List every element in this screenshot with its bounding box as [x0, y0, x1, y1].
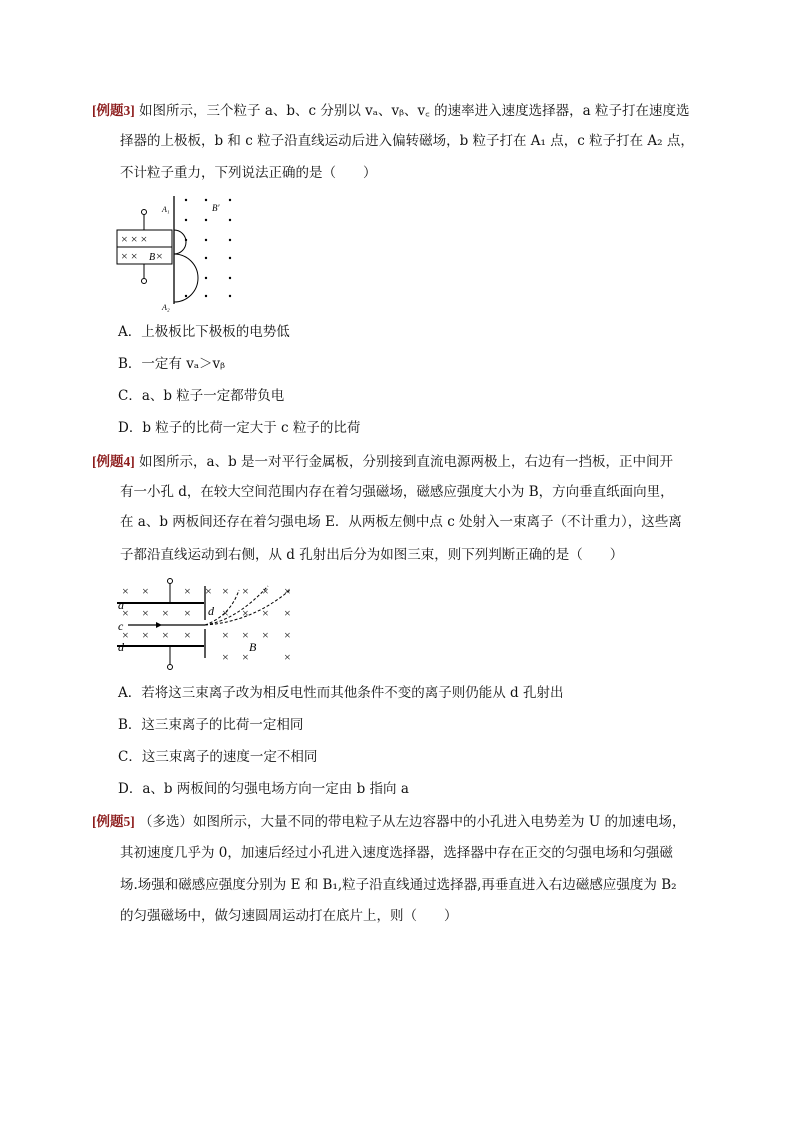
svg-text:×: × — [262, 584, 269, 598]
q4-stem-line2: 有一小孔 d，在较大空间范围内存在着匀强磁场，磁感应强度大小为 B，方向垂直纸面向里， — [120, 484, 674, 500]
svg-text:×: × — [122, 628, 129, 642]
q4-label-a: a — [118, 598, 124, 612]
svg-text:×: × — [184, 606, 191, 620]
svg-text:×: × — [222, 628, 229, 642]
svg-text:× ×: × × — [121, 249, 138, 263]
svg-text:×: × — [262, 628, 269, 642]
q3-stem-line1 — [92, 101, 689, 121]
q4-tag: [例题4] — [92, 454, 135, 469]
svg-text:×: × — [162, 606, 169, 620]
svg-text:×: × — [122, 606, 129, 620]
q4-stem-line1 — [92, 452, 673, 472]
q3-label-a1: A₁ — [162, 205, 170, 214]
svg-text:× × ×: × × × — [121, 232, 148, 246]
q5-stem-line4: 的匀强磁场中，做匀速圆周运动打在底片上，则（ ） — [120, 908, 458, 924]
q4-option-b[interactable]: B．这三束离子的比荷一定相同 — [118, 717, 304, 733]
q3-stem-line2: 择器的上极板，b 和 c 粒子沿直线运动后进入偏转磁场，b 粒子打在 A₁ 点，c 粒子打在 A₂ 点， — [120, 133, 694, 149]
q3-option-b[interactable]: B．一定有 vₐ＞vᵦ — [118, 356, 226, 372]
q4-option-a[interactable]: A．若将这三束离子改为相反电性而其他条件不变的离子则仍能从 d 孔射出 — [118, 685, 564, 701]
svg-text:×: × — [284, 584, 291, 598]
q4-figure — [112, 576, 307, 674]
q4-stem-line3: 在 a、b 两板间还存在着匀强电场 E．从两板左侧中点 c 处射入一束离子（不计重力），这些离 — [120, 514, 682, 530]
q3-path-c — [174, 254, 198, 302]
svg-text:×: × — [142, 628, 149, 642]
svg-text:×: × — [242, 628, 249, 642]
svg-text:×: × — [242, 606, 249, 620]
q3-text-1: 如图所示，三个粒子 a、b、c 分别以 vₐ、vᵦ、v꜀ 的速率进入速度选择器，a 粒子打在速度选 — [139, 103, 690, 119]
q3-figure — [112, 192, 247, 312]
q3-option-c[interactable]: C．a、b 粒子一定都带负电 — [118, 388, 285, 404]
q3-stem-line3: 不计粒子重力，下列说法正确的是（ ） — [120, 165, 377, 181]
q4-label-d-hole: d — [208, 604, 214, 618]
q4-stem-line4: 子都沿直线运动到右侧，从 d 孔射出后分为如图三束，则下列判断正确的是（ ） — [120, 547, 624, 563]
svg-text:×: × — [262, 606, 269, 620]
svg-text:×: × — [184, 628, 191, 642]
q3-label-bprime: B′ — [212, 203, 220, 213]
q5-text-1: （多选）如图所示，大量不同的带电粒子从左边容器中的小孔进入电势差为 U 的加速电场， — [139, 814, 686, 830]
q5-stem-line2: 其初速度几乎为 0，加速后经过小孔进入速度选择器，选择器中存在正交的匀强电场和匀强磁 — [120, 845, 673, 861]
svg-text:×: × — [122, 584, 129, 598]
q4-option-d[interactable]: D．a、b 两板间的匀强电场方向一定由 b 指向 a — [118, 781, 409, 797]
q3-terminal-bottom — [142, 279, 147, 284]
q3-field-dots — [185, 199, 231, 297]
q5-tag: [例题5] — [92, 814, 135, 829]
q3-path-b — [174, 230, 186, 254]
q4-label-b: B — [249, 640, 257, 654]
q3-label-a2: A₂ — [162, 303, 170, 312]
q3-tag: [例题3] — [92, 103, 135, 118]
svg-text:×: × — [162, 628, 169, 642]
svg-text:×: × — [284, 650, 291, 664]
svg-text:×: × — [156, 249, 163, 263]
svg-text:×: × — [242, 584, 249, 598]
svg-text:×: × — [222, 606, 229, 620]
svg-text:×: × — [184, 584, 191, 598]
q3-label-b: B — [149, 252, 156, 263]
svg-text:×: × — [142, 606, 149, 620]
q5-stem-line3: 场.场强和磁感应强度分别为 E 和 B₁,粒子沿直线通过选择器,再垂直进入右边磁感应强度为 B₂ — [120, 877, 677, 893]
svg-text:×: × — [142, 584, 149, 598]
svg-text:×: × — [284, 628, 291, 642]
svg-text:×: × — [284, 606, 291, 620]
q4-option-c[interactable]: C．这三束离子的速度一定不相同 — [118, 749, 318, 765]
q4-text-1: 如图所示，a、b 是一对平行金属板，分别接到直流电源两极上，右边有一挡板，正中间开 — [139, 454, 674, 470]
svg-text:×: × — [222, 584, 229, 598]
q3-terminal-top — [142, 210, 147, 215]
q3-option-d[interactable]: D．b 粒子的比荷一定大于 c 粒子的比荷 — [118, 420, 361, 436]
q4-label-d-left: d — [118, 640, 124, 654]
svg-text:×: × — [222, 650, 229, 664]
q5-stem-line1 — [92, 812, 686, 832]
q3-option-a[interactable]: A．上极板比下极板的电势低 — [118, 324, 290, 340]
svg-text:×: × — [205, 584, 212, 598]
svg-text:×: × — [242, 650, 249, 664]
q4-label-c: c — [118, 619, 124, 633]
